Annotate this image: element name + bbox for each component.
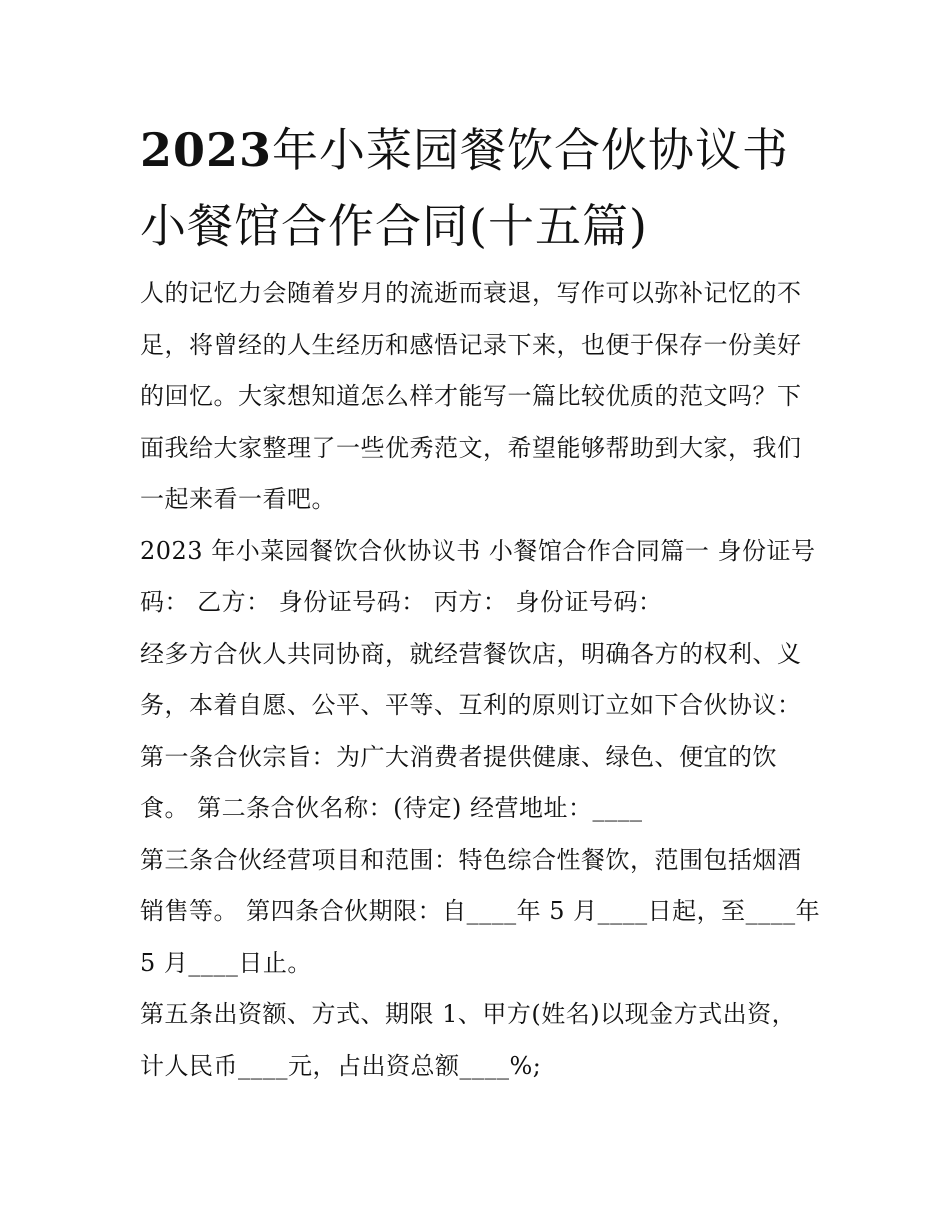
body-line: 销售等。 第四条合伙期限：自____年 5 月____日起，至____年 [140, 897, 821, 925]
body-line: 经多方合伙人共同协商，就经营餐饮店，明确各方的权利、义 [140, 639, 802, 668]
body-line: 面我给大家整理了一些优秀范文，希望能够帮助到大家，我们 [140, 433, 802, 462]
body-line: 一起来看一看吧。 [140, 485, 336, 513]
document-body [140, 268, 820, 1092]
body-line: 2023 年小菜园餐饮合伙协议书 小餐馆合作合同篇一 身份证号 [140, 536, 816, 565]
body-line: 足，将曾经的人生经历和感悟记录下来，也便于保存一份美好 [140, 330, 802, 359]
body-line: 人的记忆力会随着岁月的流逝而衰退，写作可以弥补记忆的不 [140, 279, 802, 307]
body-line: 码： 乙方： 身份证号码： 丙方： 身份证号码： [140, 588, 663, 616]
body-line: 5 月____日止。 [140, 948, 312, 977]
body-line: 计人民币____元，占出资总额____%; [140, 1051, 542, 1080]
body-line: 食。 第二条合伙名称：(待定) 经营地址：____ [140, 794, 643, 822]
title-year: 2023 [140, 123, 273, 177]
document-title [140, 112, 840, 264]
body-line: 第一条合伙宗旨：为广大消费者提供健康、绿色、便宜的饮 [140, 742, 777, 771]
title-line-1 [140, 112, 840, 188]
title-line-2: 小餐馆合作合同(十五篇) [140, 199, 648, 253]
body-line: 第三条合伙经营项目和范围：特色综合性餐饮，范围包括烟酒 [140, 845, 802, 874]
body-line: 务，本着自愿、公平、平等、互利的原则订立如下合伙协议： [140, 691, 802, 719]
body-line: 的回忆。大家想知道怎么样才能写一篇比较优质的范文吗？下 [140, 382, 802, 410]
title-line-1-text: 年小菜园餐饮合伙协议书 [272, 123, 790, 177]
body-line: 第五条出资额、方式、期限 1、甲方(姓名)以现金方式出资， [140, 1000, 797, 1028]
